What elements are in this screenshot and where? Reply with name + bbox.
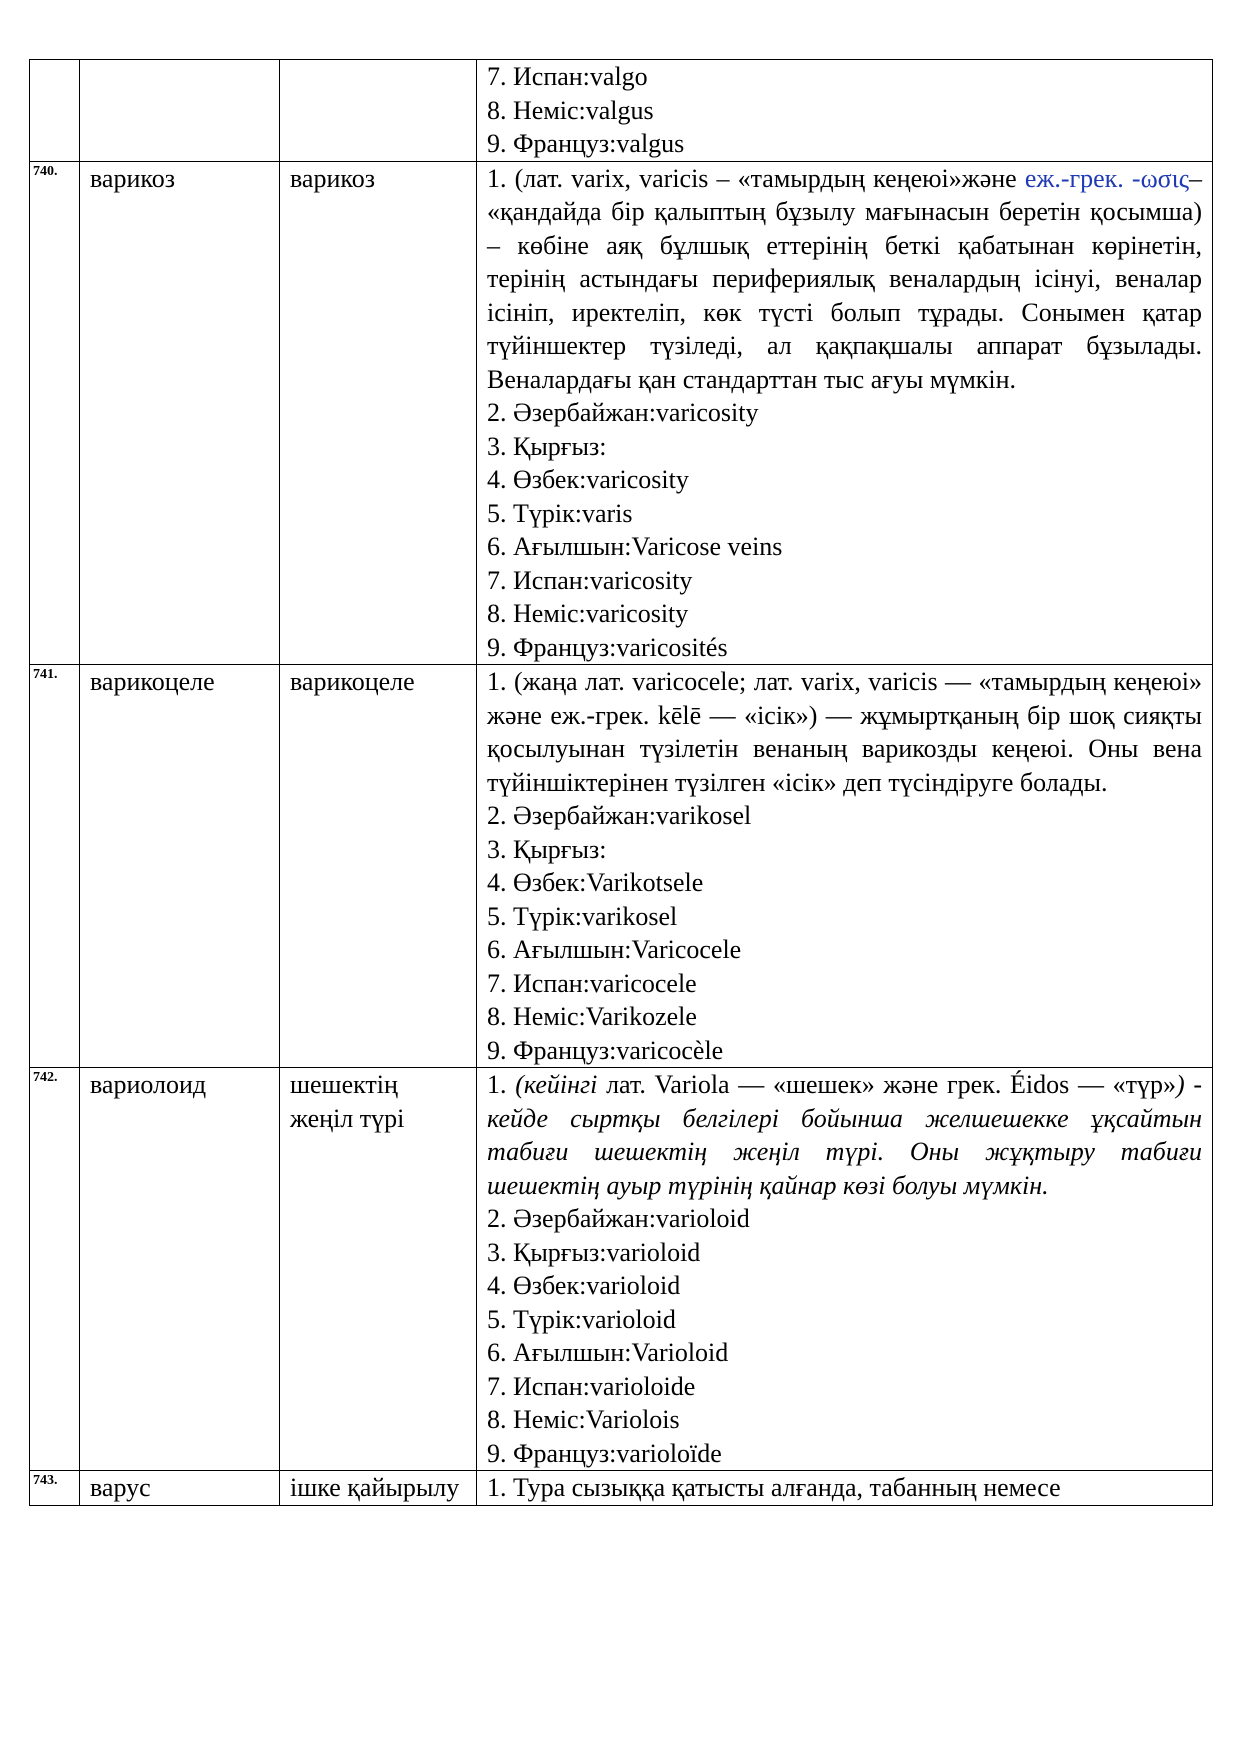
table-row bbox=[30, 60, 1213, 162]
entry-number bbox=[30, 60, 80, 162]
entry-number: 740. bbox=[30, 161, 80, 665]
entry-translation bbox=[280, 60, 477, 162]
language-equivalent: 6. Ағылшын:Varioloid bbox=[487, 1338, 729, 1367]
language-equivalent: 3. Қырғыз: bbox=[487, 431, 607, 461]
language-equivalent: 2. Әзербайжан:varioloid bbox=[487, 1204, 750, 1233]
entry-definition bbox=[477, 665, 1213, 1068]
language-equivalent: 9. Француз:varicocèle bbox=[487, 1035, 724, 1065]
language-equivalent: 9. Француз:varicosités bbox=[487, 632, 728, 662]
language-equivalent: 8. Неміс:Variolois bbox=[487, 1405, 680, 1434]
entry-term bbox=[80, 60, 280, 162]
language-equivalent: 5. Түрік:varikosel bbox=[487, 901, 678, 931]
definition-segment: 1. (жаңа лат. varicocele; лат. varix, varicis — «тамырдың кеңеюі» және еж.-грек. kēlē — «ісік») — жұмыртқаның бір шоқ сияқты қосылуынан түзілетін венаның варикозды кеңеюі. Оны вена түйіншіктерінен түзілген «ісік» деп түсіндіруге болады. bbox=[487, 667, 1202, 797]
language-equivalent: 6. Ағылшын:Varicose veins bbox=[487, 532, 783, 561]
language-equivalent: 4. Өзбек:varioloid bbox=[487, 1271, 681, 1300]
language-equivalent: 8. Неміс:valgus bbox=[487, 95, 654, 125]
definition-segment: 1. bbox=[487, 1070, 516, 1099]
language-equivalent: 4. Өзбек:varicosity bbox=[487, 465, 689, 494]
language-equivalent: 9. Француз:varioloïde bbox=[487, 1438, 722, 1468]
language-equivalent: 6. Ағылшын:Varicocele bbox=[487, 935, 742, 964]
language-equivalent: 3. Қырғыз: bbox=[487, 834, 607, 864]
language-equivalent: 9. Француз:valgus bbox=[487, 129, 685, 158]
entry-term: варикоз bbox=[80, 161, 280, 665]
language-equivalent: 7. Испан:varicocele bbox=[487, 968, 697, 998]
entry-definition bbox=[477, 60, 1213, 162]
definition-segment: еж.-грек. -ωσις bbox=[1024, 163, 1189, 193]
entry-definition bbox=[477, 1471, 1213, 1506]
language-equivalent: 5. Түрік:varioloid bbox=[487, 1304, 676, 1334]
language-equivalent: 8. Неміс:varicosity bbox=[487, 599, 689, 628]
table-row bbox=[30, 161, 1213, 665]
language-equivalent: 4. Өзбек:Varikotsele bbox=[487, 868, 704, 897]
entry-translation: шешектің жеңіл түрі bbox=[280, 1068, 477, 1471]
definition-text bbox=[487, 1068, 1202, 1202]
language-equivalent: 2. Әзербайжан:varicosity bbox=[487, 398, 759, 427]
definition-segment: 1. Тура сызыққа қатысты алғанда, табанның немесе bbox=[487, 1473, 1061, 1502]
table-body bbox=[30, 60, 1213, 1506]
entry-definition bbox=[477, 161, 1213, 665]
definition-segment: 1. (лат. varix, varicis – «тамырдың кеңеюі»және bbox=[487, 163, 1025, 193]
table-row bbox=[30, 665, 1213, 1068]
entry-term: варус bbox=[80, 1471, 280, 1506]
entry-number: 741. bbox=[30, 665, 80, 1068]
table-row bbox=[30, 1471, 1213, 1506]
entry-number: 742. bbox=[30, 1068, 80, 1471]
definition-segment: ) - кейде сыртқы белгілері бойынша желшешекке ұқсайтын табиғи шешектің жеңіл түрі. Оны жұқтыру табиғи шешектің ауыр түрінің қайнар көзі болуы мүмкін. bbox=[487, 1070, 1202, 1200]
entry-term: вариолоид bbox=[80, 1068, 280, 1471]
language-equivalent: 7. Испан:varioloide bbox=[487, 1371, 696, 1401]
table-row bbox=[30, 1068, 1213, 1471]
entry-translation: ішке қайырылу bbox=[280, 1471, 477, 1506]
entry-definition bbox=[477, 1068, 1213, 1471]
language-equivalent: 5. Түрік:varis bbox=[487, 498, 633, 528]
definition-text bbox=[487, 665, 1202, 799]
language-equivalent: 3. Қырғыз:varioloid bbox=[487, 1237, 701, 1267]
language-equivalent: 7. Испан:varicosity bbox=[487, 565, 693, 595]
entry-translation: варикоз bbox=[280, 161, 477, 665]
language-equivalent: 8. Неміс:Varikozele bbox=[487, 1002, 697, 1031]
definition-segment: (кейінгі bbox=[515, 1070, 598, 1099]
definition-segment: – «қандайда бір қалыптың бұзылу мағынасын беретін қосымша) – көбіне аяқ бұлшық еттерінің беткі қабатынан көрінетін, терінің астындағы перифериялық веналардың ісінуі, веналар ісініп, иректеліп, көк түсті болып тұрады. Сонымен қатар түйіншектер түзіледі, ал қақпақшалы аппарат бұзылады. Веналардағы қан стандарттан тыс ағуы мүмкін. bbox=[487, 163, 1202, 394]
definition-text bbox=[487, 1471, 1202, 1505]
language-equivalent: 7. Испан:valgo bbox=[487, 62, 648, 91]
entry-number: 743. bbox=[30, 1471, 80, 1506]
entry-translation: варикоцеле bbox=[280, 665, 477, 1068]
language-equivalent: 2. Әзербайжан:varikosel bbox=[487, 801, 752, 830]
definition-segment: лат. Variola — «шешек» және грек. Éidos — «түр» bbox=[597, 1070, 1176, 1099]
entry-term: варикоцеле bbox=[80, 665, 280, 1068]
definition-text bbox=[487, 162, 1202, 397]
dictionary-table bbox=[29, 59, 1213, 1506]
